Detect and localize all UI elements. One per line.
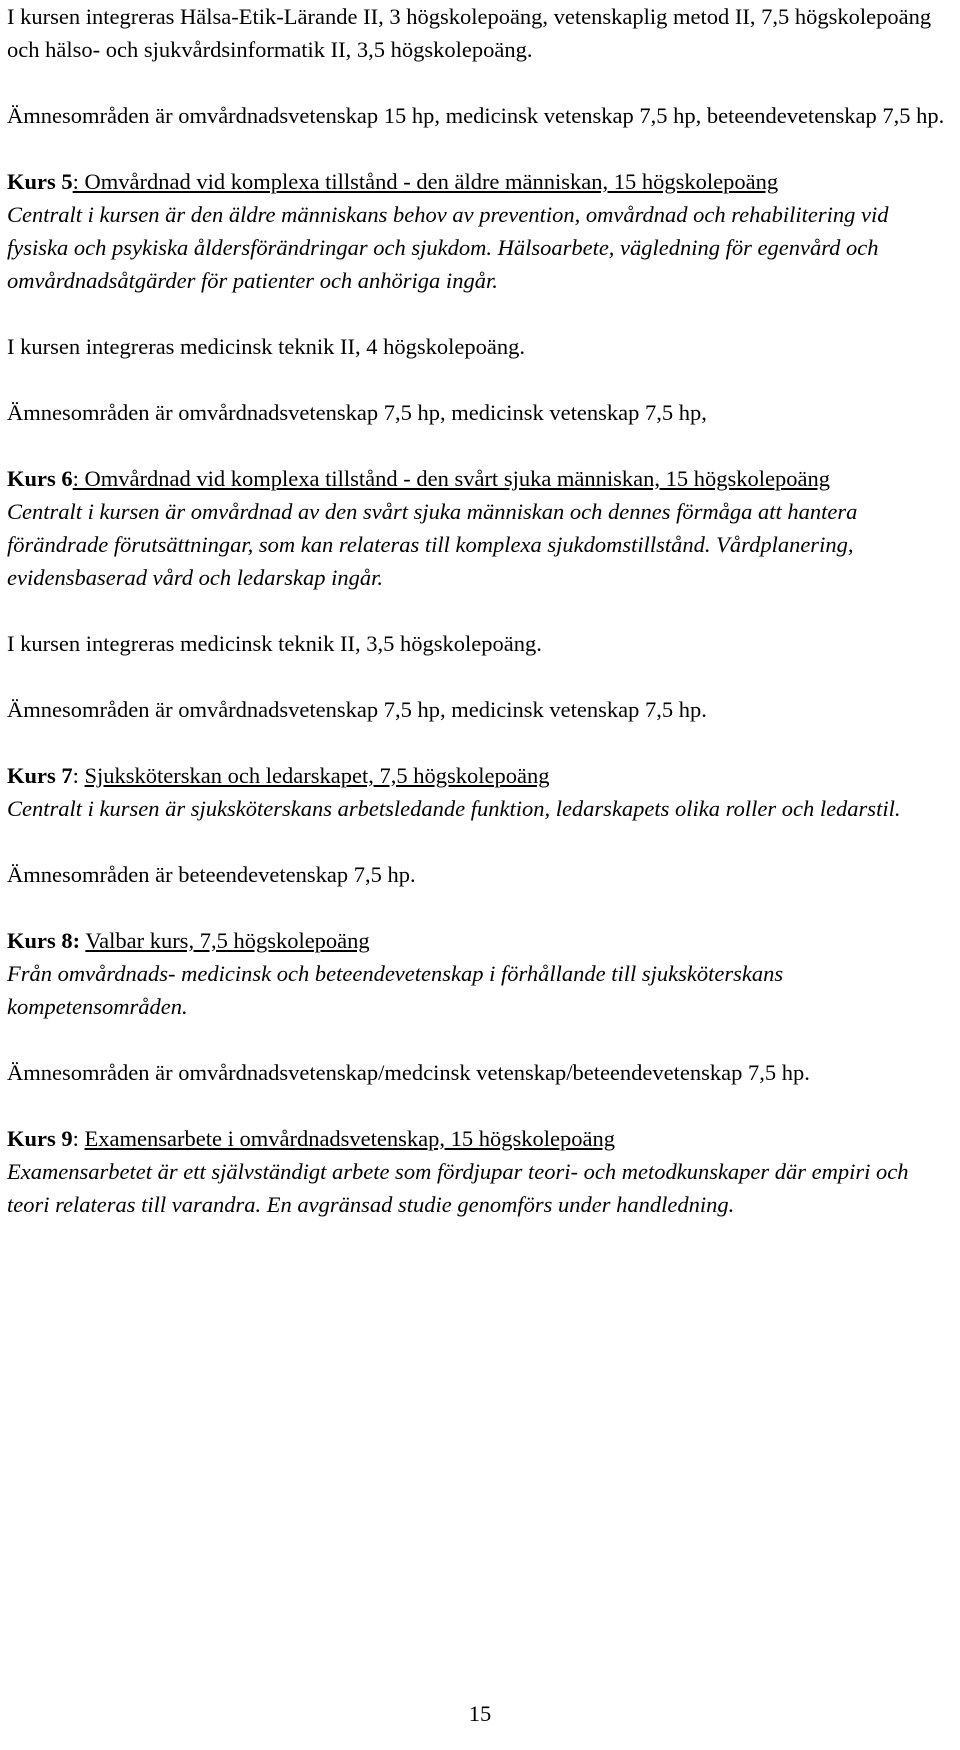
course-7-sep: :: [72, 763, 85, 788]
course-6-sep: :: [72, 466, 85, 491]
course-9-label: Kurs 9: [7, 1126, 73, 1151]
intro-integrates-text: I kursen integreras Hälsa-Etik-Lärande II, 3 högskolepoäng, vetenskaplig metod II, 7,5 högskolepoäng och hälso- och sjukvårdsinformatik II, 3,5 högskolepoäng.: [7, 4, 932, 62]
course-6-heading: [7, 462, 952, 495]
course-5-subjects: Ämnesområden är omvårdnadsvetenskap 7,5 hp, medicinsk vetenskap 7,5 hp,: [7, 400, 707, 425]
course-5-description: Centralt i kursen är den äldre människans behov av prevention, omvårdnad och rehabilitering vid fysiska och psykiska åldersförändringar och sjukdom. Hälsoarbete, vägledning för egenvård och omvårdnadsåtgärder för patienter och anhöriga ingår.: [7, 202, 889, 293]
course-6-label: Kurs 6: [7, 466, 73, 491]
course-5-label: Kurs 5: [7, 169, 73, 194]
course-7-label: Kurs 7: [7, 763, 73, 788]
course-7-subjects: Ämnesområden är beteendevetenskap 7,5 hp.: [7, 862, 416, 887]
course-5-heading: [7, 165, 952, 198]
course-6-subjects: Ämnesområden är omvårdnadsvetenskap 7,5 hp, medicinsk vetenskap 7,5 hp.: [7, 697, 707, 722]
course-8-title: Valbar kurs, 7,5 högskolepoäng: [85, 928, 370, 953]
course-9-title: Examensarbete i omvårdnadsvetenskap, 15 högskolepoäng: [84, 1126, 616, 1151]
course-7-description: Centralt i kursen är sjuksköterskans arbetsledande funktion, ledarskapets olika roller och ledarstil.: [7, 796, 901, 821]
course-5: [7, 165, 952, 429]
document-page: [7, 0, 952, 1221]
course-5-title: Omvårdnad vid komplexa tillstånd - den äldre människan, 15 högskolepoäng: [84, 169, 779, 194]
course-7-title: Sjuksköterskan och ledarskapet, 7,5 högskolepoäng: [84, 763, 550, 788]
course-7-heading: [7, 759, 952, 792]
course-5-integrates: I kursen integreras medicinsk teknik II, 4 högskolepoäng.: [7, 334, 525, 359]
course-9-description: Examensarbetet är ett självständigt arbete som fördjupar teori- och metodkunskaper där empiri och teori relateras till varandra. En avgränsad studie genomförs under handledning.: [7, 1159, 909, 1217]
course-6-title: Omvårdnad vid komplexa tillstånd - den svårt sjuka människan, 15 högskolepoäng: [84, 466, 831, 491]
course-8: [7, 924, 952, 1089]
intro-subjects-text: Ämnesområden är omvårdnadsvetenskap 15 hp, medicinsk vetenskap 7,5 hp, beteendevetenskap 7,5 hp.: [7, 103, 945, 128]
course-8-label: Kurs 8:: [7, 928, 81, 953]
course-7: [7, 759, 952, 891]
course-9-sep: :: [72, 1126, 85, 1151]
course-5-sep: :: [72, 169, 85, 194]
course-6-description: Centralt i kursen är omvårdnad av den svårt sjuka människan och dennes förmåga att hantera förändrade förutsättningar, som kan relateras till komplexa sjukdomstillstånd. Vårdplanering, evidensbaserad vård och ledarskap ingår.: [7, 499, 858, 590]
page-number: 15: [468, 1701, 492, 1726]
course-6: [7, 462, 952, 726]
course-6-integrates: I kursen integreras medicinsk teknik II, 3,5 högskolepoäng.: [7, 631, 542, 656]
course-9-heading: [7, 1122, 952, 1155]
course-8-subjects: Ämnesområden är omvårdnadsvetenskap/medcinsk vetenskap/beteendevetenskap 7,5 hp.: [7, 1060, 810, 1085]
course-8-description: Från omvårdnads- medicinsk och beteendevetenskap i förhållande till sjuksköterskans kompetensområden.: [7, 961, 784, 1019]
course-9: [7, 1122, 952, 1221]
course-8-heading: [7, 924, 952, 957]
